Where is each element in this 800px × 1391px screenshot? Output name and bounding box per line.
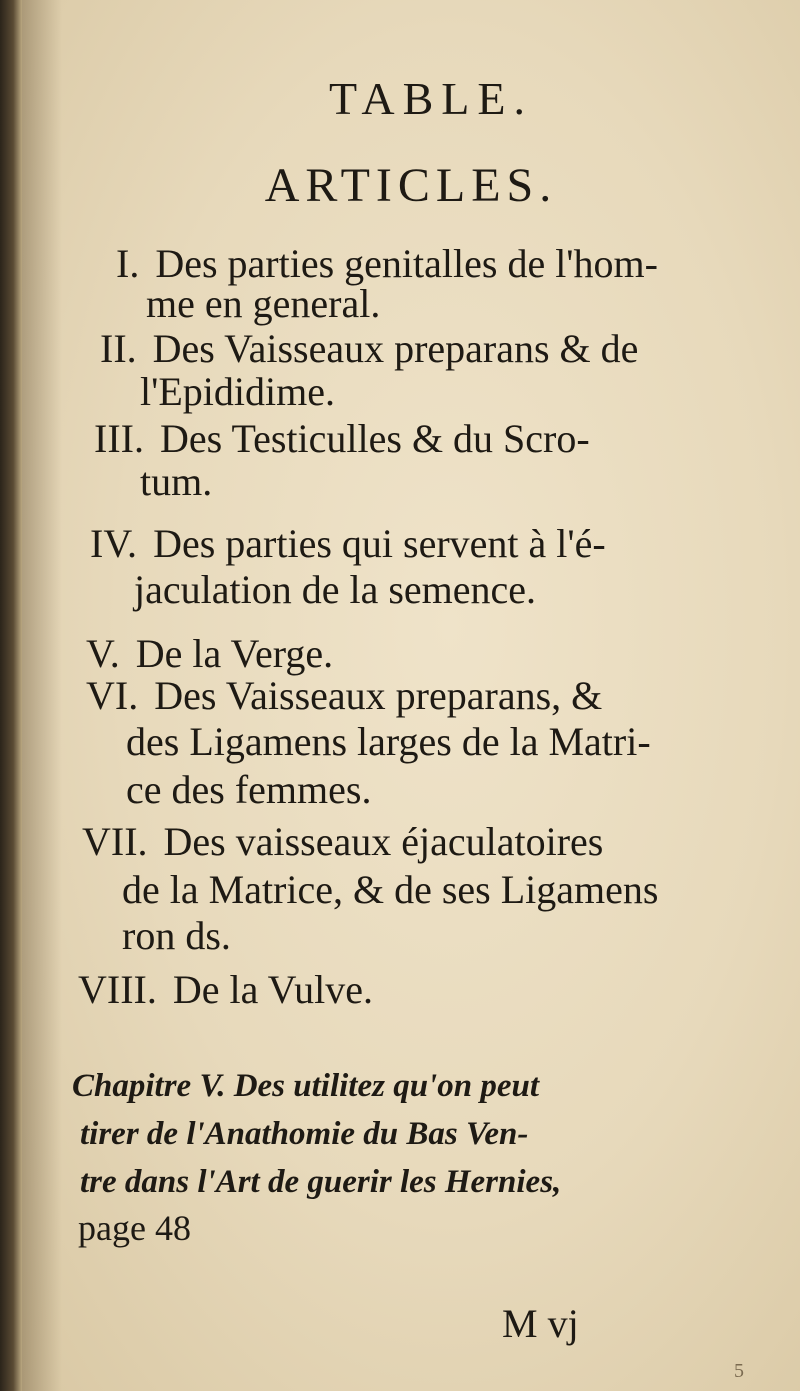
- entry-4-line-1: [90, 520, 606, 568]
- book-gutter: [0, 0, 22, 1391]
- articles-title: ARTICLES.: [264, 159, 558, 212]
- signature-mark: M vj: [502, 1301, 579, 1346]
- entry-number: V.: [86, 631, 120, 676]
- entry-2-line-1: [100, 325, 638, 373]
- entry-5-line-1: [86, 630, 333, 678]
- entry-6-line-1: [86, 672, 602, 720]
- entry-7-line-3: ron ds.: [122, 913, 231, 958]
- entry-number: II.: [100, 326, 137, 371]
- entry-3-line-2: tum.: [140, 459, 213, 504]
- entry-6-line-3: ce des femmes.: [126, 767, 372, 812]
- entry-4-line-2: jaculation de la semence.: [134, 567, 537, 612]
- entry-7-line-1: [82, 818, 603, 866]
- entry-number: VI.: [86, 673, 139, 718]
- chapter-line-2: tirer de l'Anathomie du Bas Ven-: [80, 1116, 529, 1152]
- chapter-page-ref: page 48: [78, 1208, 191, 1248]
- entry-number: VIII.: [78, 967, 157, 1012]
- entry-3-line-1: [94, 415, 590, 463]
- entry-text: De la Verge.: [135, 631, 334, 676]
- entry-text: Des Testiculles & du Scro-: [159, 416, 590, 461]
- entry-number: III.: [94, 416, 144, 461]
- entry-number: VII.: [82, 819, 148, 864]
- entry-7-line-2: de la Matrice, & de ses Ligamens: [122, 867, 659, 912]
- book-page: [22, 0, 800, 1391]
- entry-text: Des parties genitalles de l'hom-: [155, 241, 658, 286]
- chapter-line-3: tre dans l'Art de guerir les Hernies,: [80, 1164, 562, 1200]
- entry-number: IV.: [90, 521, 138, 566]
- entry-8-line-1: [78, 966, 373, 1014]
- entry-number: I.: [116, 241, 140, 286]
- entry-1-line-2: me en general.: [146, 281, 381, 326]
- corner-mark: 5: [734, 1360, 744, 1382]
- entry-text: De la Vulve.: [172, 967, 373, 1012]
- entry-text: Des Vaisseaux preparans, &: [154, 673, 603, 718]
- entry-2-line-2: l'Epididime.: [140, 369, 335, 414]
- entry-text: Des vaisseaux éjaculatoires: [163, 819, 604, 864]
- chapter-line-1: Chapitre V. Des utilitez qu'on peut: [72, 1068, 539, 1104]
- entry-text: Des parties qui servent à l'é-: [153, 521, 606, 566]
- entry-text: Des Vaisseaux preparans & de: [152, 326, 639, 371]
- table-title: TABLE.: [328, 73, 533, 124]
- entry-6-line-2: des Ligamens larges de la Matri-: [126, 719, 651, 764]
